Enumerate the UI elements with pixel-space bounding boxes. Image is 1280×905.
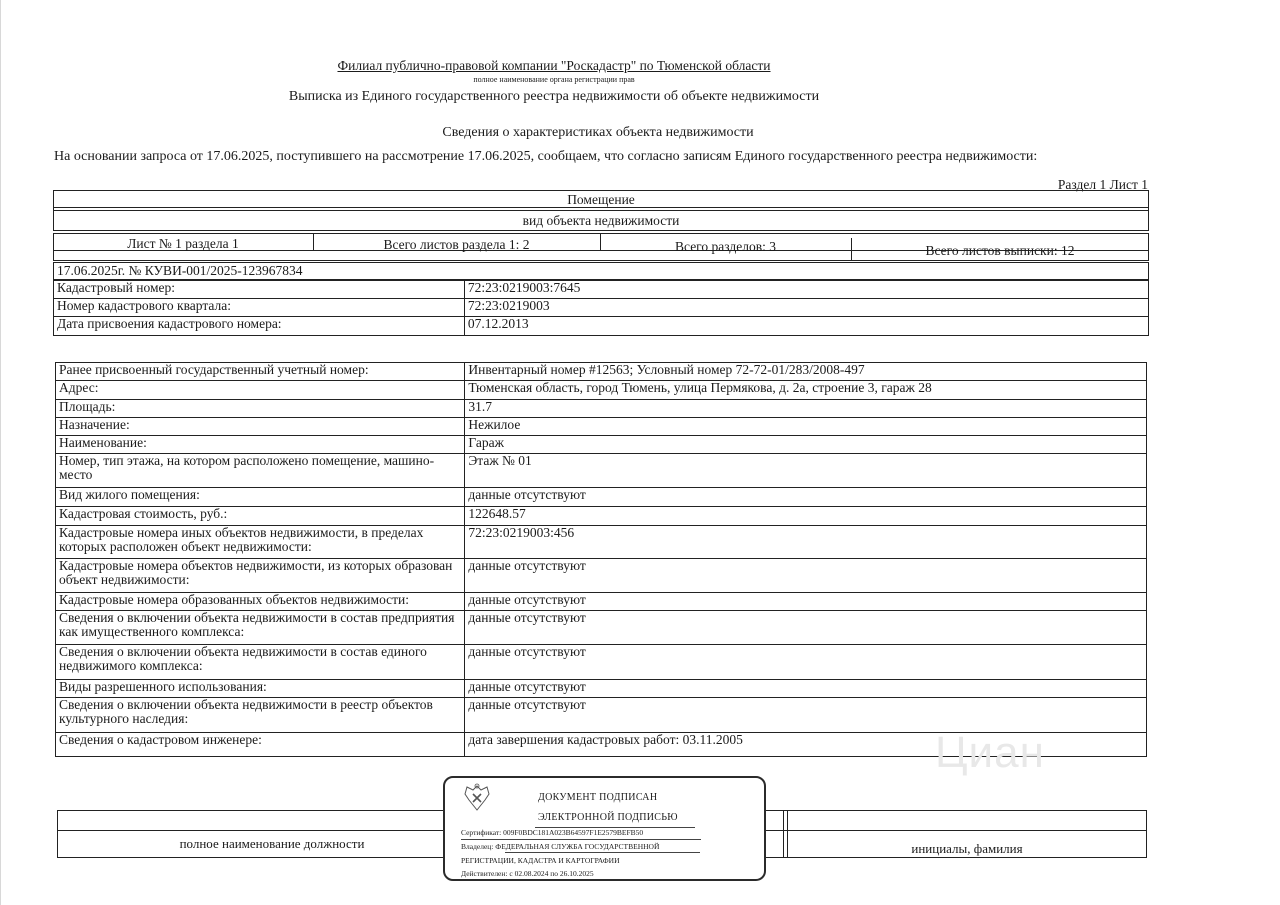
- row-label: Сведения о включении объекта недвижимости в состав единого недвижимого комплекса:: [56, 645, 465, 680]
- row-value: Тюменская область, город Тюмень, улица Пермякова, д. 2а, строение 3, гараж 28: [465, 381, 1147, 400]
- row-label: Сведения о кадастровом инженере:: [56, 733, 465, 757]
- row-value: Гараж: [465, 436, 1147, 454]
- request-number: 17.06.2025г. № КУВИ-001/2025-123967834: [57, 263, 303, 278]
- row-label: Вид жилого помещения:: [56, 488, 465, 507]
- row-label: Сведения о включении объекта недвижимости в состав предприятия как имущественного комплекса:: [56, 611, 465, 645]
- row-label: Площадь:: [56, 400, 465, 418]
- table-row: [54, 281, 1149, 299]
- row-label: Наименование:: [56, 436, 465, 454]
- row-label: Кадастровая стоимость, руб.:: [56, 507, 465, 526]
- name-caption: инициалы, фамилия: [911, 841, 1023, 856]
- row-value: данные отсутствуют: [465, 698, 1147, 733]
- sheet-number: Лист № 1 раздела 1: [127, 236, 239, 251]
- row-value: дата завершения кадастровых работ: 03.11.2005: [465, 733, 1147, 757]
- stamp-owner-line-1: Владелец: ФЕДЕРАЛЬНАЯ СЛУЖБА ГОСУДАРСТВЕННОЙ: [461, 842, 660, 851]
- table-row: [56, 611, 1147, 645]
- electronic-signature-stamp: [443, 776, 766, 881]
- table-row: [56, 680, 1147, 698]
- table-row: [56, 454, 1147, 488]
- organization-name: Филиал публично-правовой компании "Роскадастр" по Тюменской области: [337, 58, 771, 73]
- object-type: Помещение: [567, 192, 635, 207]
- table-row: [56, 418, 1147, 436]
- table-row: [54, 299, 1149, 317]
- document-subtitle: Сведения о характеристиках объекта недвижимости: [442, 125, 754, 140]
- basis-text: На основании запроса от 17.06.2025, поступившего на рассмотрение 17.06.2025, сообщаем, что согласно записям Единого государственного реестра недвижимости:: [54, 149, 1038, 164]
- row-label: Назначение:: [56, 418, 465, 436]
- row-value: 72:23:0219003:7645: [464, 281, 1148, 299]
- row-value: 31.7: [465, 400, 1147, 418]
- row-label: Адрес:: [56, 381, 465, 400]
- stamp-line-2: ЭЛЕКТРОННОЙ ПОДПИСЬЮ: [538, 812, 678, 823]
- row-value: 122648.57: [465, 507, 1147, 526]
- row-label: Номер, тип этажа, на котором расположено помещение, машино-место: [56, 454, 465, 488]
- row-label: Кадастровые номера образованных объектов недвижимости:: [56, 593, 465, 611]
- row-value: данные отсутствуют: [465, 559, 1147, 593]
- table-row: [56, 593, 1147, 611]
- document-title: Выписка из Единого государственного реестра недвижимости об объекте недвижимости: [288, 89, 820, 104]
- signature-sep-2: [783, 810, 784, 858]
- position-caption: полное наименование должности: [179, 836, 365, 851]
- table-row: [56, 645, 1147, 680]
- table-row: [56, 488, 1147, 507]
- table-row: [56, 436, 1147, 454]
- object-type-caption: вид объекта недвижимости: [522, 213, 680, 228]
- row-value: Нежилое: [465, 418, 1147, 436]
- row-value: данные отсутствуют: [465, 645, 1147, 680]
- row-label: Кадастровые номера объектов недвижимости, из которых образован объект недвижимости:: [56, 559, 465, 593]
- row-value: 07.12.2013: [464, 317, 1148, 336]
- row-value: Этаж № 01: [465, 454, 1147, 488]
- row-value: данные отсутствуют: [465, 488, 1147, 507]
- row-value: данные отсутствуют: [465, 680, 1147, 698]
- characteristics-table: [55, 362, 1147, 757]
- stamp-line-1: ДОКУМЕНТ ПОДПИСАН: [538, 792, 658, 803]
- row-label: Номер кадастрового квартала:: [54, 299, 465, 317]
- stamp-certificate: Сертификат: 009F0BDC181A023B64597F1E2579BEFB50: [461, 828, 644, 837]
- coat-of-arms-icon: [459, 782, 495, 814]
- row-value: данные отсутствуют: [465, 593, 1147, 611]
- table-row: [56, 507, 1147, 526]
- object-type-divider-2: [53, 210, 1149, 211]
- request-table: [53, 280, 1149, 336]
- total-sections: Всего разделов: 3: [675, 239, 776, 254]
- watermark: Циан: [935, 728, 1045, 777]
- table-row: [56, 381, 1147, 400]
- row-value: данные отсутствуют: [465, 611, 1147, 645]
- row-value: 72:23:0219003: [464, 299, 1148, 317]
- total-sheets-extract: Всего листов выписки: 12: [925, 243, 1075, 258]
- section-sheet-label: Раздел 1 Лист 1: [1057, 177, 1148, 192]
- table-row: [56, 363, 1147, 381]
- table-row: [56, 400, 1147, 418]
- row-label: Виды разрешенного использования:: [56, 680, 465, 698]
- table-row: [56, 559, 1147, 593]
- row-value: Инвентарный номер #12563; Условный номер 72-72-01/283/2008-497: [465, 363, 1147, 381]
- table-row: [56, 526, 1147, 559]
- organization-caption: полное наименование органа регистрации прав: [473, 75, 635, 84]
- row-label: Ранее присвоенный государственный учетный номер:: [56, 363, 465, 381]
- row-label: Сведения о включении объекта недвижимости в реестр объектов культурного наследия:: [56, 698, 465, 733]
- stamp-validity: Действителен: с 02.08.2024 по 26.10.2025: [461, 869, 594, 878]
- row-value: 72:23:0219003:456: [465, 526, 1147, 559]
- row-label: Дата присвоения кадастрового номера:: [54, 317, 465, 336]
- table-row: [54, 317, 1149, 336]
- stamp-rule-2: [461, 839, 701, 840]
- stamp-rule-3: [505, 852, 700, 853]
- row-label: Кадастровый номер:: [54, 281, 465, 299]
- stamp-owner-line-2: РЕГИСТРАЦИИ, КАДАСТРА И КАРТОГРАФИИ: [461, 856, 620, 865]
- total-sheets-section: Всего листов раздела 1: 2: [383, 237, 530, 252]
- row-label: Кадастровые номера иных объектов недвижимости, в пределах которых расположен объект недвижимости:: [56, 526, 465, 559]
